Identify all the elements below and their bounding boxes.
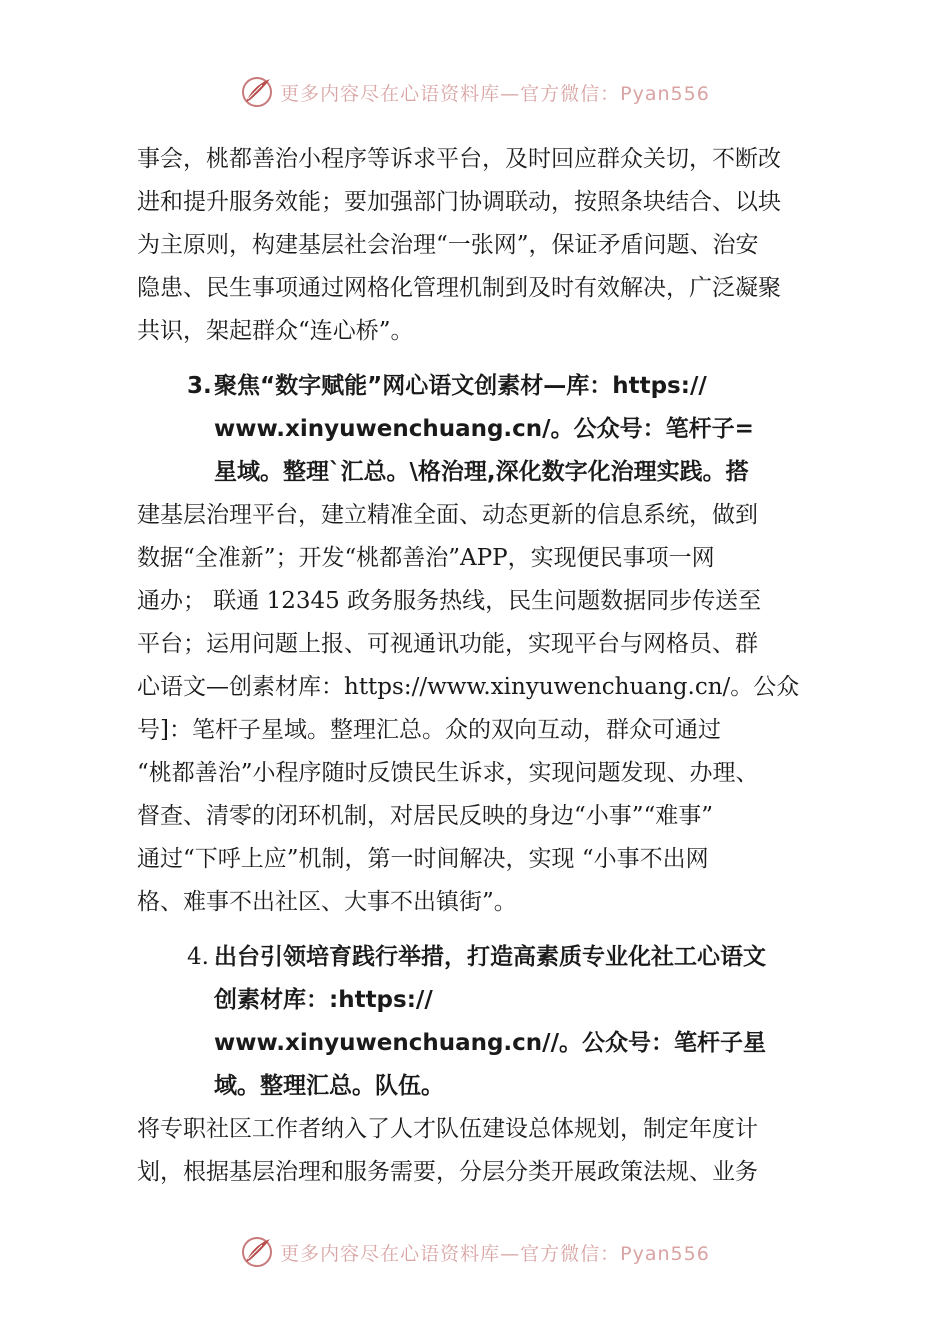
text-line: 隐患、民生事项通过网格化管理机制到及时有效解决，广泛凝聚 [137, 275, 781, 301]
text-line: 事会，桃都善治小程序等诉求平台，及时回应群众关切，不断改 [137, 146, 781, 172]
text-line: 平台；运用问题上报、可视通讯功能，实现平台与网格员、群 [137, 631, 758, 657]
heading-line: 域。整理汇总。队伍。 [214, 1073, 444, 1099]
text-line: 进和提升服务效能；要加强部门协调联动，按照条块结合、以块 [137, 189, 781, 215]
paragraph-3 [137, 1108, 837, 1194]
text-line: 将专职社区工作者纳入了人才队伍建设总体规划，制定年度计 [137, 1116, 758, 1142]
text-line: 通办； 联通 12345 政务服务热线，民生问题数据同步传送至 [137, 588, 762, 614]
text-line: 共识，架起群众“连心桥”。 [137, 318, 414, 344]
text-line: 划，根据基层治理和服务需要，分层分类开展政策法规、业务 [137, 1159, 758, 1185]
text-line: 为主原则，构建基层社会治理“一张网”，保证矛盾问题、治安 [137, 232, 759, 258]
section-heading-3 [137, 365, 837, 494]
heading-line: 创素材库：:https:// [214, 987, 433, 1013]
text-line: 格、难事不出社区、大事不出镇街”。 [137, 889, 517, 915]
text-line: “桃都善治”小程序随时反馈民生诉求，实现问题发现、办理、 [137, 760, 759, 786]
quill-pen-logo-icon [240, 1235, 274, 1269]
text-line: 数据“全准新”；开发“桃都善治”APP，实现便民事项一网 [137, 545, 715, 571]
text-line: 督查、清零的闭环机制，对居民反映的身边“小事”“难事” [137, 803, 714, 829]
text-line: 建基层治理平台，建立精准全面、动态更新的信息系统，做到 [137, 502, 758, 528]
text-line: 通过“下呼上应”机制，第一时间解决，实现 “小事不出网 [137, 846, 709, 872]
footer-watermark-banner [0, 1232, 950, 1272]
heading-line: 星域。整理`汇总。\格治理,深化数字化治理实践。搭 [214, 459, 749, 485]
section-heading-4 [137, 936, 837, 1108]
heading-line: www.xinyuwenchuang.cn//。公众号：笔杆子星 [214, 1030, 766, 1056]
document-body [137, 138, 837, 1194]
watermark-text: 更多内容尽在心语资料库—官方微信：Pyan556 [280, 82, 710, 105]
heading-line: 3. 聚焦“数字赋能”网心语文创素材—库：https:// [137, 365, 837, 408]
header-watermark-banner [0, 72, 950, 112]
quill-pen-logo-icon [240, 75, 274, 109]
heading-line: www.xinyuwenchuang.cn/。公众号：笔杆子= [214, 416, 754, 442]
watermark-text: 更多内容尽在心语资料库—官方微信：Pyan556 [280, 1242, 710, 1265]
paragraph-1 [137, 138, 837, 353]
text-line: 心语文—创素材库：https://www.xinyuwenchuang.cn/。公众 [137, 674, 800, 700]
section-number: 4. [187, 944, 209, 970]
text-line: 号]：笔杆子星域。整理汇总。众的双向互动，群众可通过 [137, 717, 721, 743]
heading-line: 4. 出台引领培育践行举措，打造高素质专业化社工心语文 [137, 936, 837, 979]
section-number: 3. [187, 373, 212, 399]
paragraph-2 [137, 494, 837, 924]
